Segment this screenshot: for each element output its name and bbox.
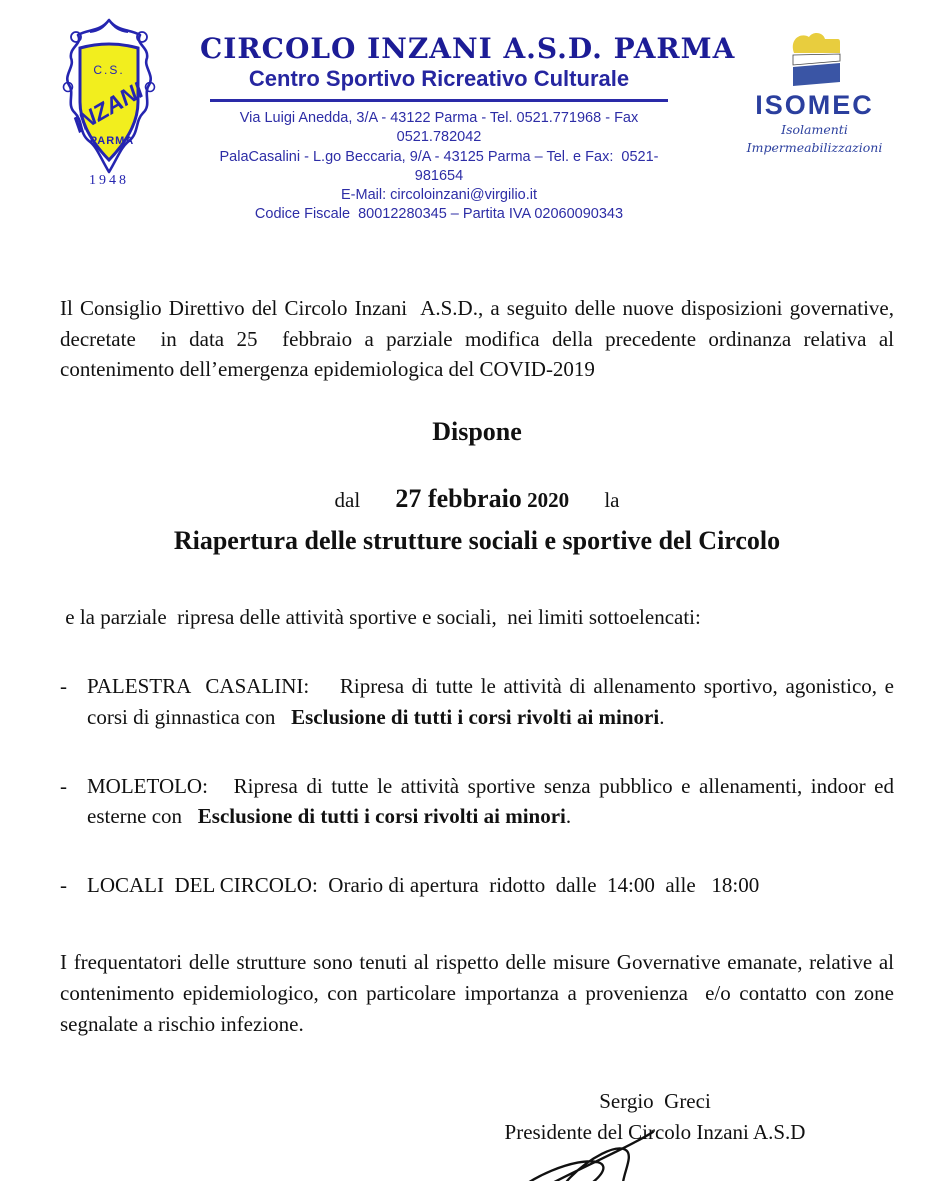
letter-body bbox=[0, 293, 928, 1148]
isomec-mark-icon bbox=[784, 30, 846, 88]
bullet-lead: MOLETOLO: Ripresa di tutte le attività sportive senza pubblico e allenamenti, indoor ed esterne con bbox=[87, 773, 900, 829]
list-item-locali-circolo bbox=[60, 870, 894, 901]
lead-paragraph: e la parziale ripresa delle attività sportive e sociali, nei limiti sottoelencati: bbox=[60, 604, 701, 629]
bullet-text bbox=[87, 870, 894, 901]
bullet-text bbox=[87, 771, 900, 833]
crest-year: 1948 bbox=[89, 173, 129, 188]
list-item-palestra-casalini bbox=[60, 671, 900, 733]
dispone-heading: Dispone bbox=[432, 417, 522, 447]
bullet-dash: - bbox=[60, 873, 67, 898]
crest-name: INZANI bbox=[68, 76, 148, 138]
isomec-logo bbox=[727, 14, 902, 157]
isomec-tagline-2: Impermeabilizzazioni bbox=[746, 140, 883, 156]
letterhead-center bbox=[200, 14, 736, 225]
crest-icon bbox=[38, 14, 180, 196]
address-line-fiscal: Codice Fiscale 80012280345 – Partita IVA 02060090343 bbox=[254, 206, 624, 223]
bullet-dash: - bbox=[60, 773, 67, 798]
date-year: 2020 bbox=[527, 488, 570, 513]
signature-block bbox=[440, 1086, 870, 1148]
effective-date-line bbox=[60, 480, 894, 518]
circolo-inzani-crest-logo bbox=[38, 14, 180, 196]
header-divider bbox=[210, 99, 668, 102]
crest-city: PARMA bbox=[89, 135, 135, 147]
bullet-dash: - bbox=[60, 673, 67, 698]
letterhead bbox=[0, 0, 928, 225]
bullet-lead: PALESTRA CASALINI: Ripresa di tutte le attività di allenamento sportivo, agonistico, e corsi di ginnastica con bbox=[87, 673, 900, 729]
signatory-name: Sergio Greci bbox=[599, 1088, 711, 1113]
bullet-tail: . bbox=[565, 804, 572, 829]
bullet-tail: . bbox=[659, 704, 665, 729]
address-line-email: E-Mail: circoloinzani@virgilio.it bbox=[340, 187, 538, 204]
intro-paragraph: Il Consiglio Direttivo del Circolo Inzani A.S.D., a seguito delle nuove disposizioni governative, decretate in data 25 febbraio a parziale modifica della precedente ordinanza relativa al contenimento dell’emergenza epidemiologica del COVID-2019 bbox=[60, 295, 900, 382]
signatory-role: Presidente del Circolo Inzani A.S.D bbox=[504, 1119, 806, 1144]
address-line-2: PalaCasalini - L.go Beccaria, 9/A - 43125 Parma – Tel. e Fax: 0521-981654 bbox=[219, 148, 659, 184]
date-value: 27 febbraio bbox=[395, 484, 522, 514]
closing-paragraph: I frequentatori delle strutture sono tenuti al rispetto delle misure Governative emanate, relative al contenimento epidemiologico, con particolare importanza a provenienza e/o contatto con zone segnalate a rischio infezione. bbox=[60, 950, 900, 1036]
org-subtitle: Centro Sportivo Ricreativo Culturale bbox=[248, 66, 630, 91]
date-suffix: la bbox=[604, 488, 620, 513]
list-item-moletolo bbox=[60, 771, 900, 833]
date-prefix: dal bbox=[334, 488, 361, 513]
bullet-lead: LOCALI DEL CIRCOLO: Orario di apertura ridotto dalle 14:00 alle 18:00 bbox=[87, 873, 760, 898]
bullet-text bbox=[87, 671, 900, 733]
crest-org-abbr: C.S. bbox=[93, 63, 125, 77]
isomec-tagline-1: Isolamenti bbox=[781, 122, 848, 137]
reopening-headline: Riapertura delle strutture sociali e sportive del Circolo bbox=[173, 525, 781, 555]
isomec-name: ISOMEC bbox=[755, 90, 874, 120]
address-line-1: Via Luigi Anedda, 3/A - 43122 Parma - Tel. 0521.771968 - Fax 0521.782042 bbox=[239, 110, 643, 146]
handwritten-signature-icon bbox=[448, 1130, 848, 1181]
org-title: CIRCOLO INZANI A.S.D. PARMA bbox=[200, 32, 736, 65]
bullet-bold: Esclusione di tutti i corsi rivolti ai minori bbox=[291, 704, 660, 729]
bullet-bold: Esclusione di tutti i corsi rivolti ai minori bbox=[197, 804, 566, 829]
